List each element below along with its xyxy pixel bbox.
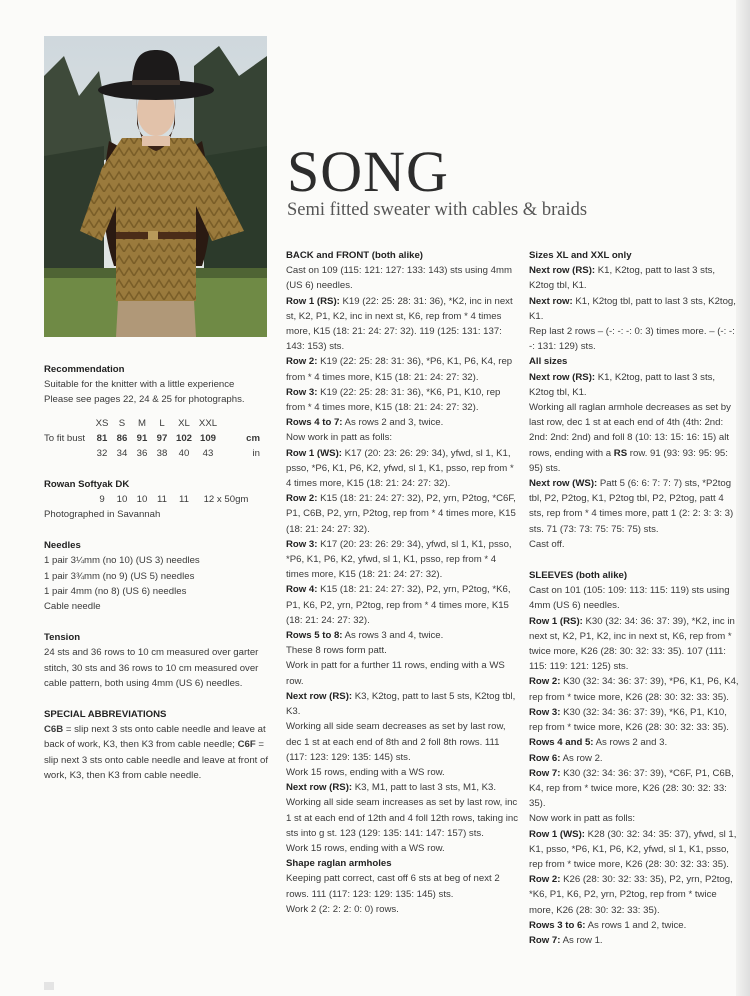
instruction-line [529,811,741,826]
row-text: Cast on 109 (115: 121: 127: 133: 143) sts using 4mm (US 6) needles. [286,265,512,292]
size-row-label [44,446,92,461]
size-unit: in [252,447,260,459]
row-label: Row 7: [529,767,561,779]
row-text: These 8 rows form patt. [286,645,387,657]
pattern-title: SONG [287,139,449,204]
section-heading: Shape raglan armholes [286,858,392,870]
row-label: Row 1 (RS): [529,615,583,627]
row-text: K19 (22: 25: 28: 31: 36), *K6, P1, K10, rep from * 4 times more, K15 (18: 21: 24: 27: 32). [286,386,501,414]
model-photo [44,36,267,337]
row-label: Row 4: [286,584,318,596]
row-text: Work 2 (2: 2: 2: 0: 0) rows. [286,903,399,915]
row-label: Row 3: [286,538,318,550]
row-text: K30 (32: 34: 36: 37: 39), *K2, inc in next st, K2, P1, K2, inc in next st, K6, rep from * twice more, K26 (28: 30: 32: 33: 35). 107 (111: 115: 119: 121: 125) sts. [529,615,735,673]
row-label: Row 1 (RS): [286,295,340,307]
row-text: As rows 2 and 3, twice. [342,417,444,429]
size-value: 43 [202,447,214,459]
row-text: As row 1. [560,934,603,946]
instruction-line [286,446,518,492]
instruction-line [286,430,518,445]
instruction-line [529,918,741,933]
instruction-line [286,719,518,765]
yarn-value: 10 [136,493,148,505]
instruction-line [529,294,741,324]
needle-line: 1 pair 3¾mm (no 9) (US 5) needles [44,570,195,582]
row-label: Rows 4 and 5: [529,737,594,749]
instruction-line [529,751,741,766]
recommendation-line: Please see pages 22, 24 & 25 for photographs. [44,394,245,406]
instruction-line [286,354,518,384]
back-front-column [286,248,518,917]
instruction-line [286,263,518,293]
row-text: Work 15 rows, ending with a WS row. [286,766,445,778]
section-heading: Sizes XL and XXL only [529,250,632,261]
row-label: Row 7: [529,934,561,946]
instruction-line [286,780,518,795]
row-text: K3, K2tog, patt to last 5 sts, K2tog tbl, K3. [286,690,516,718]
instruction-line [529,933,741,948]
row-label: Row 3: [286,386,318,398]
size-value: 32 [96,447,108,459]
instruction-line [286,643,518,658]
size-header: XL [178,417,190,429]
row-text: As rows 3 and 4, twice. [342,630,444,642]
tension-text: 24 sts and 36 rows to 10 cm measured over garter stitch, 30 sts and 36 rows to 10 cm measured over cable pattern, both using 4mm (US 6) needles. [44,647,259,689]
row-text: K3, M1, patt to last 3 sts, M1, K3. [352,782,497,794]
row-text: K28 (30: 32: 34: 35: 37), yfwd, sl 1, K1, psso, *P6, K1, P6, K2, yfwd, sl 1, K1, psso, rep from * twice more, K26 (28: 30: 32: 33: 35). [529,828,737,870]
row-text: K19 (22: 25: 28: 31: 36), *K2, inc in next st, K2, P1, K2, inc in next st, K6, rep from * 4 times more, K15 (18: 21: 24: 27: 32). 119 (125: 131: 137: 143: 153) sts. [286,295,513,353]
abbrev-c6b: C6B [44,724,64,736]
row-text: K17 (20: 23: 26: 29: 34), yfwd, sl 1, K1, psso, *P6, K1, P6, K2, yfwd, sl 1, K1, psso, rep from * 4 times more, K15 (18: 21: 24: 27: 32). [286,447,514,490]
instruction-line [286,294,518,355]
row-label: Row 2: [529,676,561,688]
instruction-line [529,614,741,675]
row-text: K30 (32: 34: 36: 37: 39), *C6F, P1, C6B, K4, rep from * twice more, K26 (28: 30: 32: 33: 35). [529,767,734,810]
sizes-table [44,416,260,461]
size-header: S [118,417,126,429]
row-label: Row 6: [529,752,561,764]
abbreviations-text: C6B = slip next 3 sts onto cable needle and leave at back of work, K3, then K3 from cable needle; C6F = slip next 3 sts onto cable needle and leave at front of work, K3, then K3 from cable needle. [44,724,269,781]
row-label: Next row (RS): [529,265,596,277]
row-label: Row 1 (WS): [286,447,342,459]
row-label: Rows 3 to 6: [529,919,586,931]
size-value: 86 [116,432,128,444]
yarn-heading: Rowan Softyak DK [44,478,130,490]
recommendation-heading: Recommendation [44,364,125,375]
instruction-line [529,324,741,354]
size-header: XXL [198,417,218,429]
row-label: Next row (RS): [529,371,596,383]
yarn-balls: 12 x 50gm [203,493,249,505]
yarn-value: 10 [116,493,128,505]
instruction-line [286,537,518,583]
yarn-value: 11 [157,493,167,505]
row-text: Working all raglan armhole decreases as set by last row, dec 1 st at each end of 4th (4th: 2nd: 2nd: 2nd: 2nd) and foll 8 (10: 13: 15: 16: 15) alt rows, ending with a [529,402,731,459]
size-value: 36 [136,447,148,459]
size-header: L [159,417,165,429]
row-label: Next row: [529,295,573,307]
instruction-line [529,400,741,476]
instruction-line [529,476,741,537]
row-text: K19 (22: 25: 28: 31: 36), *P6, K1, P6, K4, rep from * 4 times more, K15 (18: 21: 24: 27: 32). [286,356,513,383]
row-label: Rows 4 to 7: [286,417,343,429]
instruction-line [286,871,518,901]
row-label: Next row (RS): [286,690,353,702]
row-text: K17 (20: 23: 26: 29: 34), yfwd, sl 1, K1, psso, *P6, K1, P6, K2, yfwd, sl 1, K1, psso, rep from * 4 times more, K15 (18: 21: 24: 27: 32). [286,538,512,581]
abbreviations-heading: SPECIAL ABBREVIATIONS [44,709,167,721]
row-text: Working all side seam increases as set by last row, inc 1 st at each end of 12th and 4 foll 12th rows, taking inc sts into g st. 123 (129: 135: 141: 147: 157) sts. [286,797,518,839]
instruction-line [529,263,741,293]
row-text: Working all side seam decreases as set by last row, dec 1 st at each end of 8th and 2 foll 8th rows. 111 (117: 123: 129: 135: 145) sts. [286,721,506,763]
instruction-line [529,872,741,918]
recommendation-line: Suitable for the knitter with a little experience [44,379,235,391]
row-emphasis: RS [613,447,628,459]
size-value: 38 [156,447,168,459]
instruction-line [286,491,518,537]
size-row-label: To fit bust [44,432,86,444]
size-unit: cm [246,432,260,444]
size-value: 40 [178,447,190,459]
row-text: As rows 1 and 2, twice. [585,919,687,931]
size-value: 109 [199,432,216,444]
row-text: Cast on 101 (105: 109: 113: 115: 119) sts using 4mm (US 6) needles. [529,585,730,612]
size-value: 97 [156,432,168,444]
needles-heading: Needles [44,540,81,552]
row-text: K30 (32: 34: 36: 37: 39), *K6, P1, K10, rep from * twice more, K26 (28: 30: 32: 33: 35). [529,706,729,734]
row-text: K15 (18: 21: 24: 27: 32), P2, yrn, P2tog, *C6F, P1, C6B, P2, yrn, P2tog, rep from * 4 times more, K15 (18: 21: 24: 27: 32). [286,493,516,535]
yarn-value: 11 [179,493,189,505]
instruction-line [286,628,518,643]
instruction-line [286,689,518,719]
row-text: Now work in patt as folls: [529,813,636,825]
instruction-line [529,674,741,704]
row-label: Row 3: [529,706,561,718]
size-value: 81 [96,432,108,444]
instruction-line [529,766,741,812]
needle-line: 1 pair 4mm (no 8) (US 6) needles [44,585,187,597]
row-text: Rep last 2 rows – (-: -: -: 0: 3) times more. – (-: -: -: 131: 129) sts. [529,326,735,353]
size-value: 91 [136,432,148,444]
instruction-line [286,658,518,688]
pattern-subtitle: Semi fitted sweater with cables & braids [287,200,588,220]
row-text: K15 (18: 21: 24: 27: 32), P2, yrn, P2tog, *K6, P1, K6, P2, yrn, P2tog, rep from * 4 times more, K15 (18: 21: 24: 27: 32). [286,584,511,626]
row-text: K26 (28: 30: 32: 33: 35), P2, yrn, P2tog, *K6, P1, K6, P2, yrn, P2tog, rep from * twice more, K26 (28: 30: 32: 33: 35). [529,874,733,916]
instruction-line [286,765,518,780]
row-text: Now work in patt as folls: [286,432,393,444]
row-text: Patt 5 (6: 6: 7: 7: 7) sts, *P2tog tbl, P2, P2tog, K1, P2tog tbl, P2, P2tog, patt 4 sts, rep from * 4 times more, patt 1 (2: 2: 3: 3: 3) sts. 71 (73: 73: 75: 75: 75) sts. [529,478,734,535]
instruction-line [286,385,518,415]
row-label: Row 2: [529,874,561,886]
row-text: Cast off. [529,538,565,550]
sleeves-column [529,248,741,948]
instruction-line [529,583,741,613]
row-text: As row 2. [560,752,603,764]
yarn-quantities [44,492,276,507]
row-label: Row 2: [286,356,318,368]
size-header: M [138,417,146,429]
row-text: K1, K2tog tbl, patt to last 3 sts, K2tog, K1. [529,295,736,322]
tension-heading: Tension [44,632,81,644]
instruction-line [286,415,518,430]
row-label: Next row (RS): [286,782,353,794]
row-text: As rows 2 and 3. [593,737,668,749]
row-text: K30 (32: 34: 36: 37: 39), *P6, K1, P6, K4, rep from * twice more, K26 (28: 30: 32: 33: 35). [529,676,739,703]
instruction-line [286,841,518,856]
info-column [44,362,276,783]
row-text: row. 91 (93: 93: 95: 95: 95) sts. [529,447,728,474]
needle-line: 1 pair 3¼mm (no 10) (US 3) needles [44,555,200,567]
instruction-line [529,537,741,552]
yarn-note: Photographed in Savannah [44,509,161,521]
section-heading: SLEEVES (both alike) [529,570,628,582]
yarn-value: 9 [99,493,105,505]
row-label: Rows 5 to 8: [286,630,343,642]
section-heading: BACK and FRONT (both alike) [286,250,423,261]
row-label: Row 1 (WS): [529,828,585,840]
row-text: Keeping patt correct, cast off 6 sts at beg of next 2 rows. 111 (117: 123: 129: 135: 145) sts. [286,873,500,900]
page-number [44,982,54,990]
instruction-line [286,582,518,628]
instruction-line [286,902,518,917]
size-header: XS [95,417,109,429]
row-text: Work in patt for a further 11 rows, ending with a WS row. [286,660,505,687]
row-text: Work 15 rows, ending with a WS row. [286,842,445,854]
size-value: 102 [175,432,192,444]
instruction-line [529,370,741,400]
row-label: Row 2: [286,493,318,505]
row-text: K1, K2tog, patt to last 3 sts, K2tog tbl, K1. [529,265,716,292]
section-heading: All sizes [529,356,568,368]
needle-line: Cable needle [44,601,101,613]
size-value: 34 [116,447,128,459]
row-label: Next row (WS): [529,478,598,490]
instruction-line [529,735,741,750]
instruction-line [529,705,741,735]
abbrev-c6f: C6F [237,739,256,751]
instruction-line [529,827,741,873]
instruction-line [286,795,518,841]
row-text: K1, K2tog, patt to last 3 sts, K2tog tbl, K1. [529,371,716,398]
